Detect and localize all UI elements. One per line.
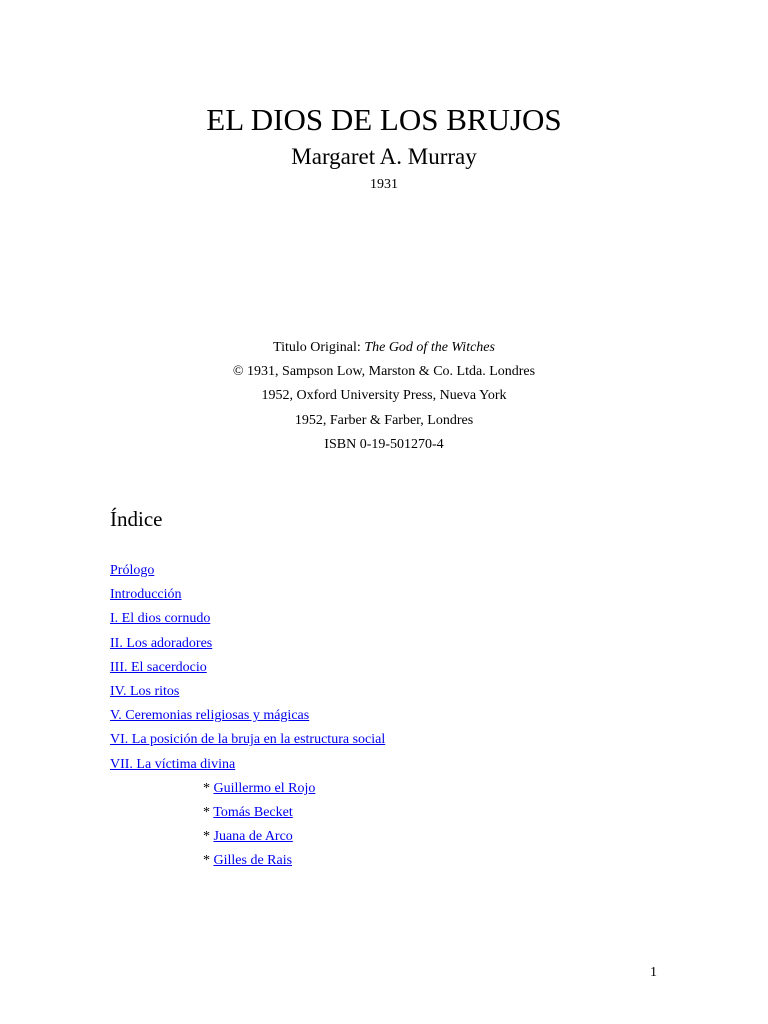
toc-link-chapter-5[interactable]: V. Ceremonias religiosas y mágicas — [110, 708, 310, 724]
publication-credits — [0, 336, 768, 457]
book-title: EL DIOS DE LOS BRUJOS — [206, 102, 562, 137]
toc-bullet: * — [203, 829, 214, 845]
original-title-label: Titulo Original: — [273, 340, 365, 355]
table-of-contents — [110, 559, 385, 874]
toc-link-chapter-2[interactable]: II. Los adoradores — [110, 635, 213, 651]
toc-link-introduccion[interactable]: Introducción — [110, 587, 182, 603]
toc-link-chapter-7[interactable]: VII. La víctima divina — [110, 756, 236, 772]
page-number: 1 — [650, 965, 657, 980]
toc-item — [110, 583, 385, 607]
publication-year: 1931 — [370, 177, 398, 192]
book-author: Margaret A. Murray — [291, 144, 477, 169]
index-heading: Índice — [110, 507, 163, 531]
edition-line-oxford: 1952, Oxford University Press, Nueva York — [261, 388, 507, 404]
toc-item — [110, 753, 385, 777]
toc-subitem — [110, 801, 385, 825]
copyright-line: © 1931, Sampson Low, Marston & Co. Ltda. Londres — [232, 364, 536, 380]
toc-link-chapter-6[interactable]: VI. La posición de la bruja en la estructura social — [110, 732, 386, 748]
toc-item — [110, 607, 385, 631]
toc-link-gilles-de-rais[interactable]: Gilles de Rais — [213, 853, 293, 869]
toc-link-chapter-1[interactable]: I. El dios cornudo — [110, 611, 211, 627]
isbn-line: ISBN 0-19-501270-4 — [324, 436, 444, 452]
toc-bullet: * — [203, 853, 214, 869]
original-title-line — [0, 336, 768, 360]
toc-bullet: * — [203, 805, 214, 821]
toc-link-chapter-4[interactable]: IV. Los ritos — [110, 684, 180, 700]
toc-subitem — [110, 825, 385, 849]
toc-link-tomas-becket[interactable]: Tomás Becket — [213, 805, 293, 821]
toc-bullet: * — [203, 780, 214, 796]
toc-item — [110, 559, 385, 583]
toc-item — [110, 680, 385, 704]
toc-item — [110, 728, 385, 752]
toc-item — [110, 656, 385, 680]
toc-item — [110, 704, 385, 728]
original-title: The God of the Witches — [364, 340, 495, 355]
toc-link-juana-de-arco[interactable]: Juana de Arco — [213, 829, 293, 845]
toc-item — [110, 632, 385, 656]
toc-link-prologo[interactable]: Prólogo — [110, 563, 155, 578]
toc-subitem — [110, 777, 385, 801]
toc-link-guillermo-el-rojo[interactable]: Guillermo el Rojo — [213, 780, 316, 796]
toc-link-chapter-3[interactable]: III. El sacerdocio — [110, 659, 207, 675]
toc-subitem — [110, 849, 385, 873]
edition-line-farber: 1952, Farber & Farber, Londres — [294, 412, 474, 428]
